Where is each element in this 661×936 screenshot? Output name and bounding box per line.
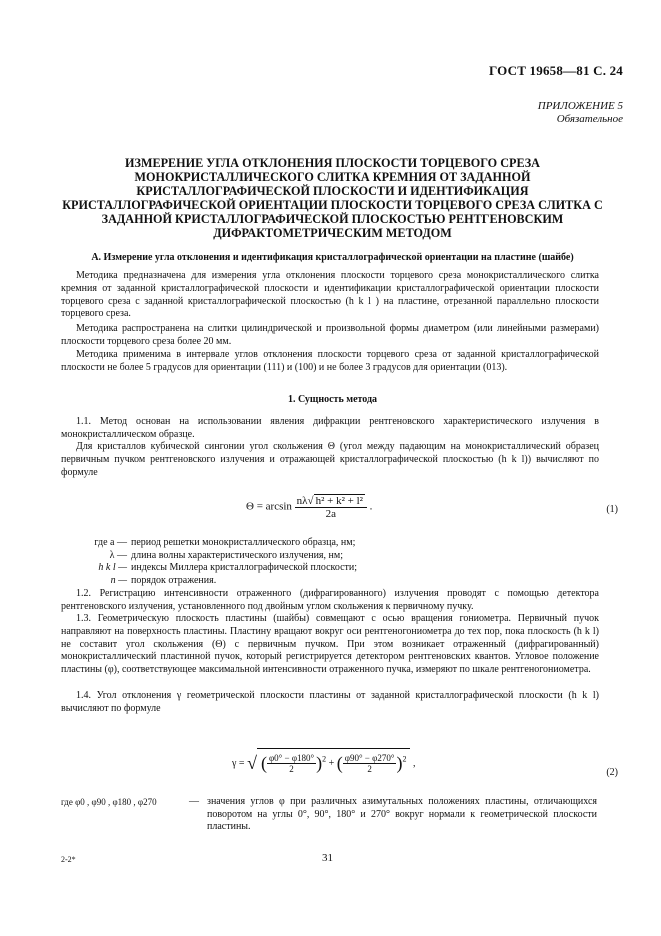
- appendix-status: Обязательное: [556, 113, 623, 125]
- paragraph-1-2: 1.2. Регистрацию интенсивности отраженного (дифрагированного) излучения проводят с помощью детектора рентгеновского излучения, установленного под двойным углом скольжения к первичному пучку.: [61, 588, 599, 612]
- formula-2-tail: ,: [412, 757, 416, 769]
- formula-1-fraction: $\frac{\text{nλ√ h² + k² + l²}}{2a}$: [295, 494, 367, 520]
- intro-paragraph-2: Методика распространена на слитки цилиндрической и произвольной формы диаметром (или линейными размерами) плоскости торцевого среза более 20 мм.: [61, 323, 599, 347]
- equation-number-2: (2): [606, 767, 618, 778]
- formula-1: [246, 494, 372, 520]
- appendix-label: [538, 100, 623, 126]
- paragraph-1-1b: Для кристаллов кубической сингонии угол скольжения Θ (угол между падающим на монокристаллический образец первичным пучком рентгеновского излучения и отражающей кристаллографической плоскостью (h k l)) вычисляют по формуле: [61, 441, 599, 478]
- formula-1-tail: .: [369, 500, 373, 513]
- where-symbol: λ —: [109, 549, 127, 561]
- paragraph-1-3: 1.3. Геометрическую плоскость пластины (шайбы) совмещают с осью вращения гониометра. Первичный пучок направляют на поверхность пластины. Пластину вращают вокруг оси рентгеногониометра до тех пор, пока плоскость (h k l) не составит угол скольжения (Θ) с первичным пучком. При этом возникает отраженный (дифрагированный) монокристаллический пластинной пучок, который регистрируется детектором рентгеновских квантов. Угловое положение пластины (φ), соответствующее максимальной интенсивности отраженного пучка, измеряют по шкале рентгеногониометра.: [61, 613, 599, 676]
- formula-2-radicand: ( $\frac{\varphi 0^\circ - \varphi 180^\circ}{2}$ )$^2$ + ( $\frac{\varphi 90^\circ - \varphi 270^\circ}{2}$ )$^2$: [257, 748, 410, 778]
- document-reference: ГОСТ 19658—81 С. 24: [489, 63, 623, 78]
- paragraph-1-1: 1.1. Метод основан на использовании явления дифракции рентгеновского характеристического излучения в монокристаллическом образце.: [61, 416, 599, 440]
- formula-1-den: 2a: [325, 508, 336, 520]
- where-text: период решетки монокристаллического образца, нм;: [131, 537, 356, 548]
- where-symbol: h k l —: [98, 562, 127, 573]
- formula-2-den-2: 2: [367, 764, 372, 774]
- where-2-symbols: где φ0 , φ90 , φ180 , φ270: [61, 797, 157, 807]
- where-list-1: [61, 537, 357, 587]
- where-2-text: значения углов φ при различных азимутальных положениях пластины, отличающихся поворотом на углы 0°, 90°, 180° и 270° вокруг нормали к геометрической плоскости пластины.: [207, 796, 597, 832]
- where-symbol: где a —: [94, 537, 127, 548]
- formula-2-num-1: φ0° − φ180°: [268, 753, 315, 763]
- appendix-number: ПРИЛОЖЕНИЕ 5: [537, 100, 623, 112]
- where-text: индексы Миллера кристаллографической плоскости;: [131, 562, 358, 573]
- formula-1-radicand: h² + k² + l²: [315, 495, 363, 507]
- where-text: порядок отражения.: [131, 574, 217, 586]
- formula-2-fraction-2: [343, 753, 397, 774]
- section-a-heading: А. Измерение угла отклонения и идентификация кристаллографической ориентации на пластине (шайбе): [91, 252, 574, 263]
- formula-2-num-2: φ90° − φ270°: [344, 753, 395, 763]
- page-number: 31: [322, 852, 333, 864]
- where-row: [61, 562, 357, 575]
- section-1-heading: 1. Сущность метода: [287, 394, 378, 405]
- intro-paragraph-1: Методика предназначена для измерения угла отклонения плоскости торцевого среза монокристаллического слитка кремния от заданной кристаллографической плоскости и идентификации кристаллографической ориентации плоскости торцевого среза с заданной кристаллографической плоскостью (h k l ) на пластине, отрезанной параллельно плоскости торцевого среза.: [61, 270, 599, 320]
- formula-2: γ = √ ( $\frac{\varphi 0^\circ - \varphi 180^\circ}{2}$ )$^2$ + ( $\frac{\varphi 90^\circ - \varphi 270^\circ}{2}$ )$^2$ ,: [232, 748, 415, 778]
- where-row: [61, 537, 357, 550]
- paragraph-1-4: 1.4. Угол отклонения γ геометрической плоскости пластины от заданной кристаллографической плоскости (h k l) вычисляют по формуле: [61, 690, 599, 714]
- formula-2-fraction-1: [267, 753, 316, 774]
- where-symbol: n —: [110, 574, 127, 586]
- formula-2-den-1: 2: [289, 764, 294, 774]
- equation-number-1: (1): [606, 504, 618, 515]
- sheet-mark: 2-2*: [61, 855, 76, 864]
- formula-1-num-prefix: nλ: [296, 495, 308, 507]
- where-row: [61, 575, 357, 588]
- page-title: ИЗМЕРЕНИЕ УГЛА ОТКЛОНЕНИЯ ПЛОСКОСТИ ТОРЦЕВОГО СРЕЗА МОНОКРИСТАЛЛИЧЕСКОГО СЛИТКА КРЕМНИЯ ОТ ЗАДАННОЙ КРИСТАЛЛОГРАФИЧЕСКОЙ ПЛОСКОСТИ И ИДЕНТИФИКАЦИЯ КРИСТАЛЛОГРАФИЧЕСКОЙ ОРИЕНТАЦИИ ПЛОСКОСТИ ТОРЦЕВОГО СРЕЗА СЛИТКА С ЗАДАННОЙ КРИСТАЛЛОГРАФИЧЕСКОЙ ПЛОСКОСТЬЮ РЕНТГЕНОВСКИМ ДИФРАКТОМЕТРИЧЕСКИМ МЕТОДОМ: [62, 156, 603, 240]
- where-text: длина волны характеристического излучения, нм;: [131, 549, 343, 561]
- where-list-2: [61, 796, 599, 834]
- where-row: [61, 550, 357, 563]
- where-2-dash: —: [189, 796, 199, 807]
- formula-2-plus: +: [328, 757, 335, 769]
- intro-paragraph-3: Методика применима в интервале углов отклонения плоскости торцевого среза от заданной кристаллографической плоскости не более 5 градусов для ориентации (111) и (100) и не более 3 градусов для ориентации (013).: [61, 349, 599, 373]
- formula-2-lhs: γ =: [232, 757, 245, 769]
- formula-1-lhs: Θ = arcsin: [246, 500, 292, 513]
